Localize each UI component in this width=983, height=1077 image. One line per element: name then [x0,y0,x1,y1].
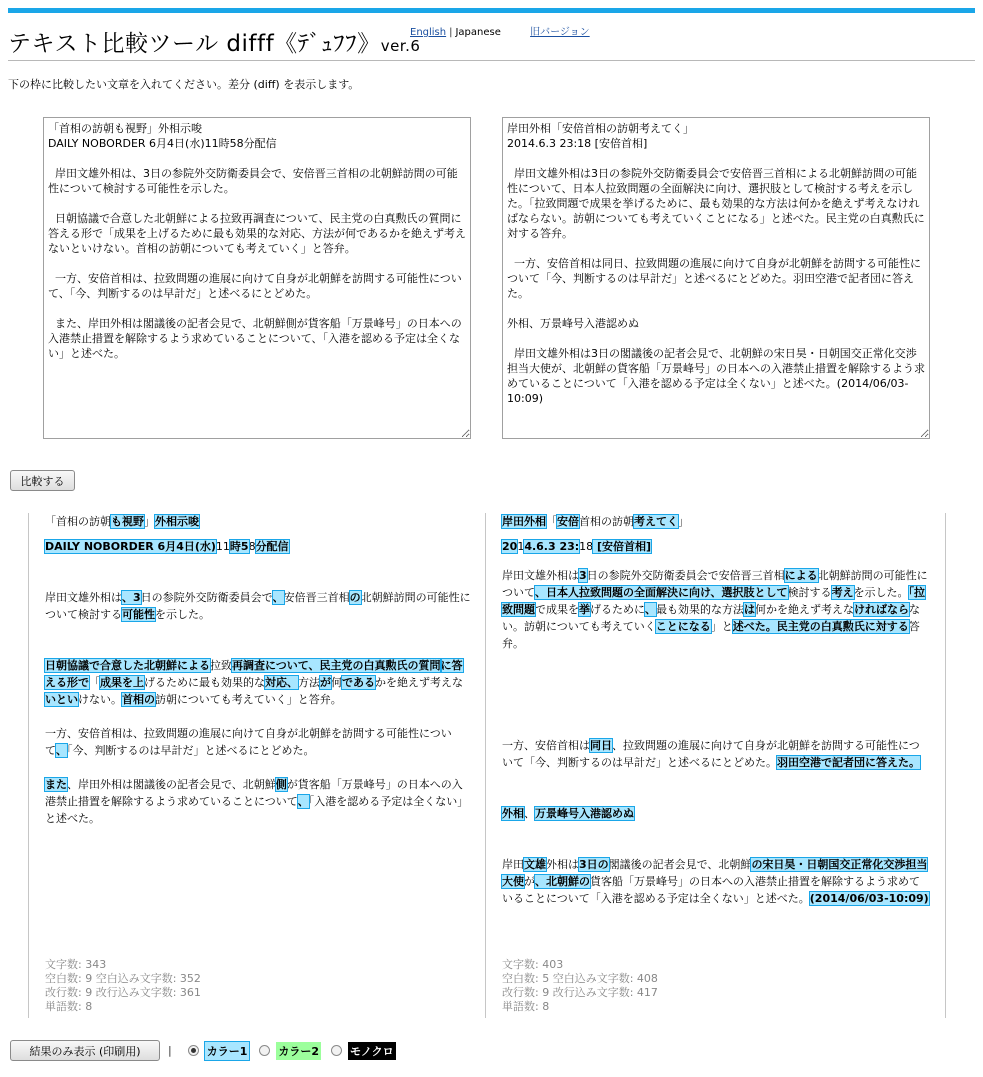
diff-text: 拉致 [210,659,232,672]
footer-separator: | [168,1044,172,1057]
diff-highlight: 、 [297,795,309,808]
char-count: 文字数: 343 [45,958,107,971]
diff-highlight: 20 [502,540,518,553]
diff-highlight: 側 [275,778,287,791]
mono-label[interactable]: モノクロ [348,1042,396,1060]
compare-button[interactable]: 比較する [10,470,75,491]
diff-text: げるために最も効果的な [144,676,265,689]
result-paragraph [502,737,929,771]
diff-text: 「 [546,515,557,528]
diff-text: 、 [524,807,535,820]
result-paragraph [502,856,929,907]
diff-highlight: 、 [272,591,284,604]
color1-label[interactable]: カラー1 [205,1042,250,1060]
diff-highlight: (2014/06/03-10:09) [809,892,929,905]
diff-highlight: また [45,778,67,791]
old-version-link[interactable]: 旧バージョン [530,27,590,38]
result-panel-left [28,513,486,1018]
result-paragraph [502,567,929,652]
diff-highlight: 、北朝鮮の [535,875,590,888]
diff-highlight: [安倍首相] [593,540,652,553]
diff-text: が貨客船「万景峰号」の日本への入港禁止措置を解除するよう求めていることについて [45,778,463,808]
diff-highlight: 可能性 [122,608,155,621]
header-divider [8,60,975,61]
diff-highlight: に答える形で [45,659,463,689]
english-link[interactable]: English [410,27,447,38]
diff-text: 方法 [298,676,320,689]
diff-text: 首相の訪朝 [579,515,634,528]
diff-text: 検討する [787,586,832,599]
line-count: 改行数: 9 改行込み文字数: 417 [502,986,658,999]
language-switcher [410,23,590,38]
result-paragraph [45,725,471,759]
diff-highlight: 対応、 [265,676,298,689]
result-paragraph [502,513,929,530]
diff-text: 閣議後の記者会見で、北朝鮮 [608,858,752,871]
result-paragraph [45,538,471,555]
result-panel-right [486,513,946,1018]
diff-highlight: 挙 [579,603,590,616]
diff-text: 岸田文雄外相は [502,569,579,582]
diff-highlight: 再調査について、民主党の白真勲氏の質問 [232,659,441,672]
diff-text: 答弁。 [502,620,920,650]
result-paragraph [45,776,471,827]
diff-highlight: 時5 [229,540,249,553]
diff-text: 安倍晋三首相 [283,591,350,604]
diff-text: 貨客船「万景峰号」の日本への入港禁止措置を解除するよう求めていることについて「入港を認める予定は全くない」と述べた。 [502,875,920,905]
diff-text: げるために [590,603,645,616]
diff-highlight: DAILY NOBORDER 6月4日(水) [45,540,216,553]
diff-text: で成果を [535,603,579,616]
diff-highlight: 外相示唆 [155,515,199,528]
diff-text: かを絶えず考えな [375,676,463,689]
diff-text: 北朝鮮訪問の可能性について [502,569,928,599]
result-paragraph [502,538,929,555]
diff-text: 「首相の訪朝 [45,515,111,528]
diff-highlight: 考えてく [634,515,678,528]
diff-text: 18 [579,540,594,553]
top-accent-bar [8,8,975,13]
diff-highlight: 4.6.3 23: [524,540,580,553]
diff-highlight: が [320,676,331,689]
print-view-button[interactable]: 結果のみ表示 (印刷用) [10,1040,160,1061]
diff-highlight: による [784,569,818,582]
diff-highlight: 、 [645,603,656,616]
diff-text: 最も効果的な方法 [656,603,744,616]
diff-highlight: 、日本人拉致問題の全面解決に向け、選択肢として [535,586,788,599]
diff-highlight: いとい [45,693,78,706]
diff-highlight: 成果を上 [100,676,144,689]
japanese-label: Japanese [455,27,501,38]
diff-highlight: は [744,603,755,616]
diff-highlight: 3 [579,569,587,582]
page-title-text: テキスト比較ツール difff《ﾃﾞｭﾌﾌ》 [8,31,381,57]
diff-highlight: 3日の [579,858,609,871]
word-count: 単語数: 8 [45,1000,93,1013]
diff-highlight: 「拉致問題 [502,586,926,616]
diff-text: 8 [248,540,256,553]
diff-text: 北朝鮮訪問の可能性について検討する [45,591,471,621]
diff-highlight: 日朝協議で合意した北朝鮮による [45,659,210,672]
diff-highlight: ことになる [655,620,711,633]
version-label: ver.6 [380,37,421,55]
intro-text: 下の枠に比較したい文章を入れてください。差分 (diff) を表示します。 [8,78,360,91]
color2-label[interactable]: カラー2 [276,1042,321,1060]
diff-text: 何かを絶えず考えな [755,603,854,616]
diff-highlight: 羽田空港で記者団に答えた。 [777,756,920,769]
diff-highlight: の [349,591,361,604]
color-options [168,1040,396,1061]
diff-text: 、拉致問題の進展に向けて自身が北朝鮮を訪問する可能性について「今、判断するのは早計だ」と述べるにとどめた。 [502,739,920,769]
diff-text: 、岸田外相は閣議後の記者会見で、北朝鮮 [67,778,276,791]
diff-text: 一方、安倍首相は、拉致問題の進展に向けて自身が北朝鮮を訪問する可能性について [45,727,452,757]
diff-highlight: ければなら [854,603,909,616]
diff-text: 外相は [546,858,579,871]
diff-text: 「入港を認める予定は全くない」と述べた。 [45,795,469,825]
mono-radio[interactable] [331,1045,342,1056]
stats-right [502,958,658,1014]
color2-radio[interactable] [259,1045,270,1056]
stats-left [45,958,201,1014]
source-text-right[interactable] [502,117,930,439]
diff-highlight: 外相 [502,807,524,820]
diff-highlight: 同日 [590,739,612,752]
diff-text: を示した。 [155,608,210,621]
diff-text: 」 [678,515,689,528]
diff-highlight: 万景峰号入港認めぬ [535,807,634,820]
diff-highlight: 分配信 [255,540,289,553]
diff-text: 「 [89,676,100,689]
diff-text: 岸田 [502,858,524,871]
diff-highlight: 首相の [122,693,155,706]
diff-highlight: の宋日昊・日朝国交正常化交渉担当大使 [502,858,928,888]
diff-text: 何 [331,676,342,689]
lang-separator: | [449,27,453,38]
space-count: 空白数: 9 空白込み文字数: 352 [45,972,201,985]
diff-text: 訪朝についても考えていく」と答弁。 [155,693,342,706]
diff-highlight: 、3 [122,591,141,604]
diff-text: 「今、判断するのは早計だ」と述べるにとどめた。 [67,744,315,757]
result-paragraph [502,805,929,822]
diff-text: けない。 [78,693,122,706]
diff-text: 日の参院外交防衛委員会で [140,591,273,604]
diff-text: 11 [215,540,230,553]
diff-text: 」と [710,620,733,633]
diff-highlight: である [342,676,375,689]
diff-highlight: 文雄 [524,858,546,871]
diff-highlight: 安倍 [557,515,579,528]
diff-highlight: 考え [831,586,854,599]
result-paragraph [45,657,471,708]
diff-text: 岸田文雄外相は [45,591,122,604]
result-paragraph [45,513,471,530]
diff-highlight: 述べた。民主党の白真勲氏に対する [732,620,909,633]
space-count: 空白数: 5 空白込み文字数: 408 [502,972,658,985]
diff-text: 一方、安倍首相は [502,739,590,752]
diff-highlight: 、 [56,744,67,757]
diff-text: 」 [144,515,155,528]
diff-highlight: も視野 [111,515,144,528]
diff-text: ない。訪朝についても考えていく [502,603,920,633]
diff-text: 1 [517,540,525,553]
color1-radio[interactable] [188,1045,199,1056]
word-count: 単語数: 8 [502,1000,550,1013]
line-count: 改行数: 9 改行込み文字数: 361 [45,986,201,999]
diff-text: 日の参院外交防衛委員会で安倍晋三首相 [586,569,785,582]
diff-highlight: 岸田外相 [502,515,546,528]
source-text-left[interactable] [43,117,471,439]
diff-text: が [524,875,535,888]
char-count: 文字数: 403 [502,958,564,971]
result-paragraph [45,589,471,623]
diff-text: を示した。 [853,586,909,599]
page-title [8,25,420,58]
